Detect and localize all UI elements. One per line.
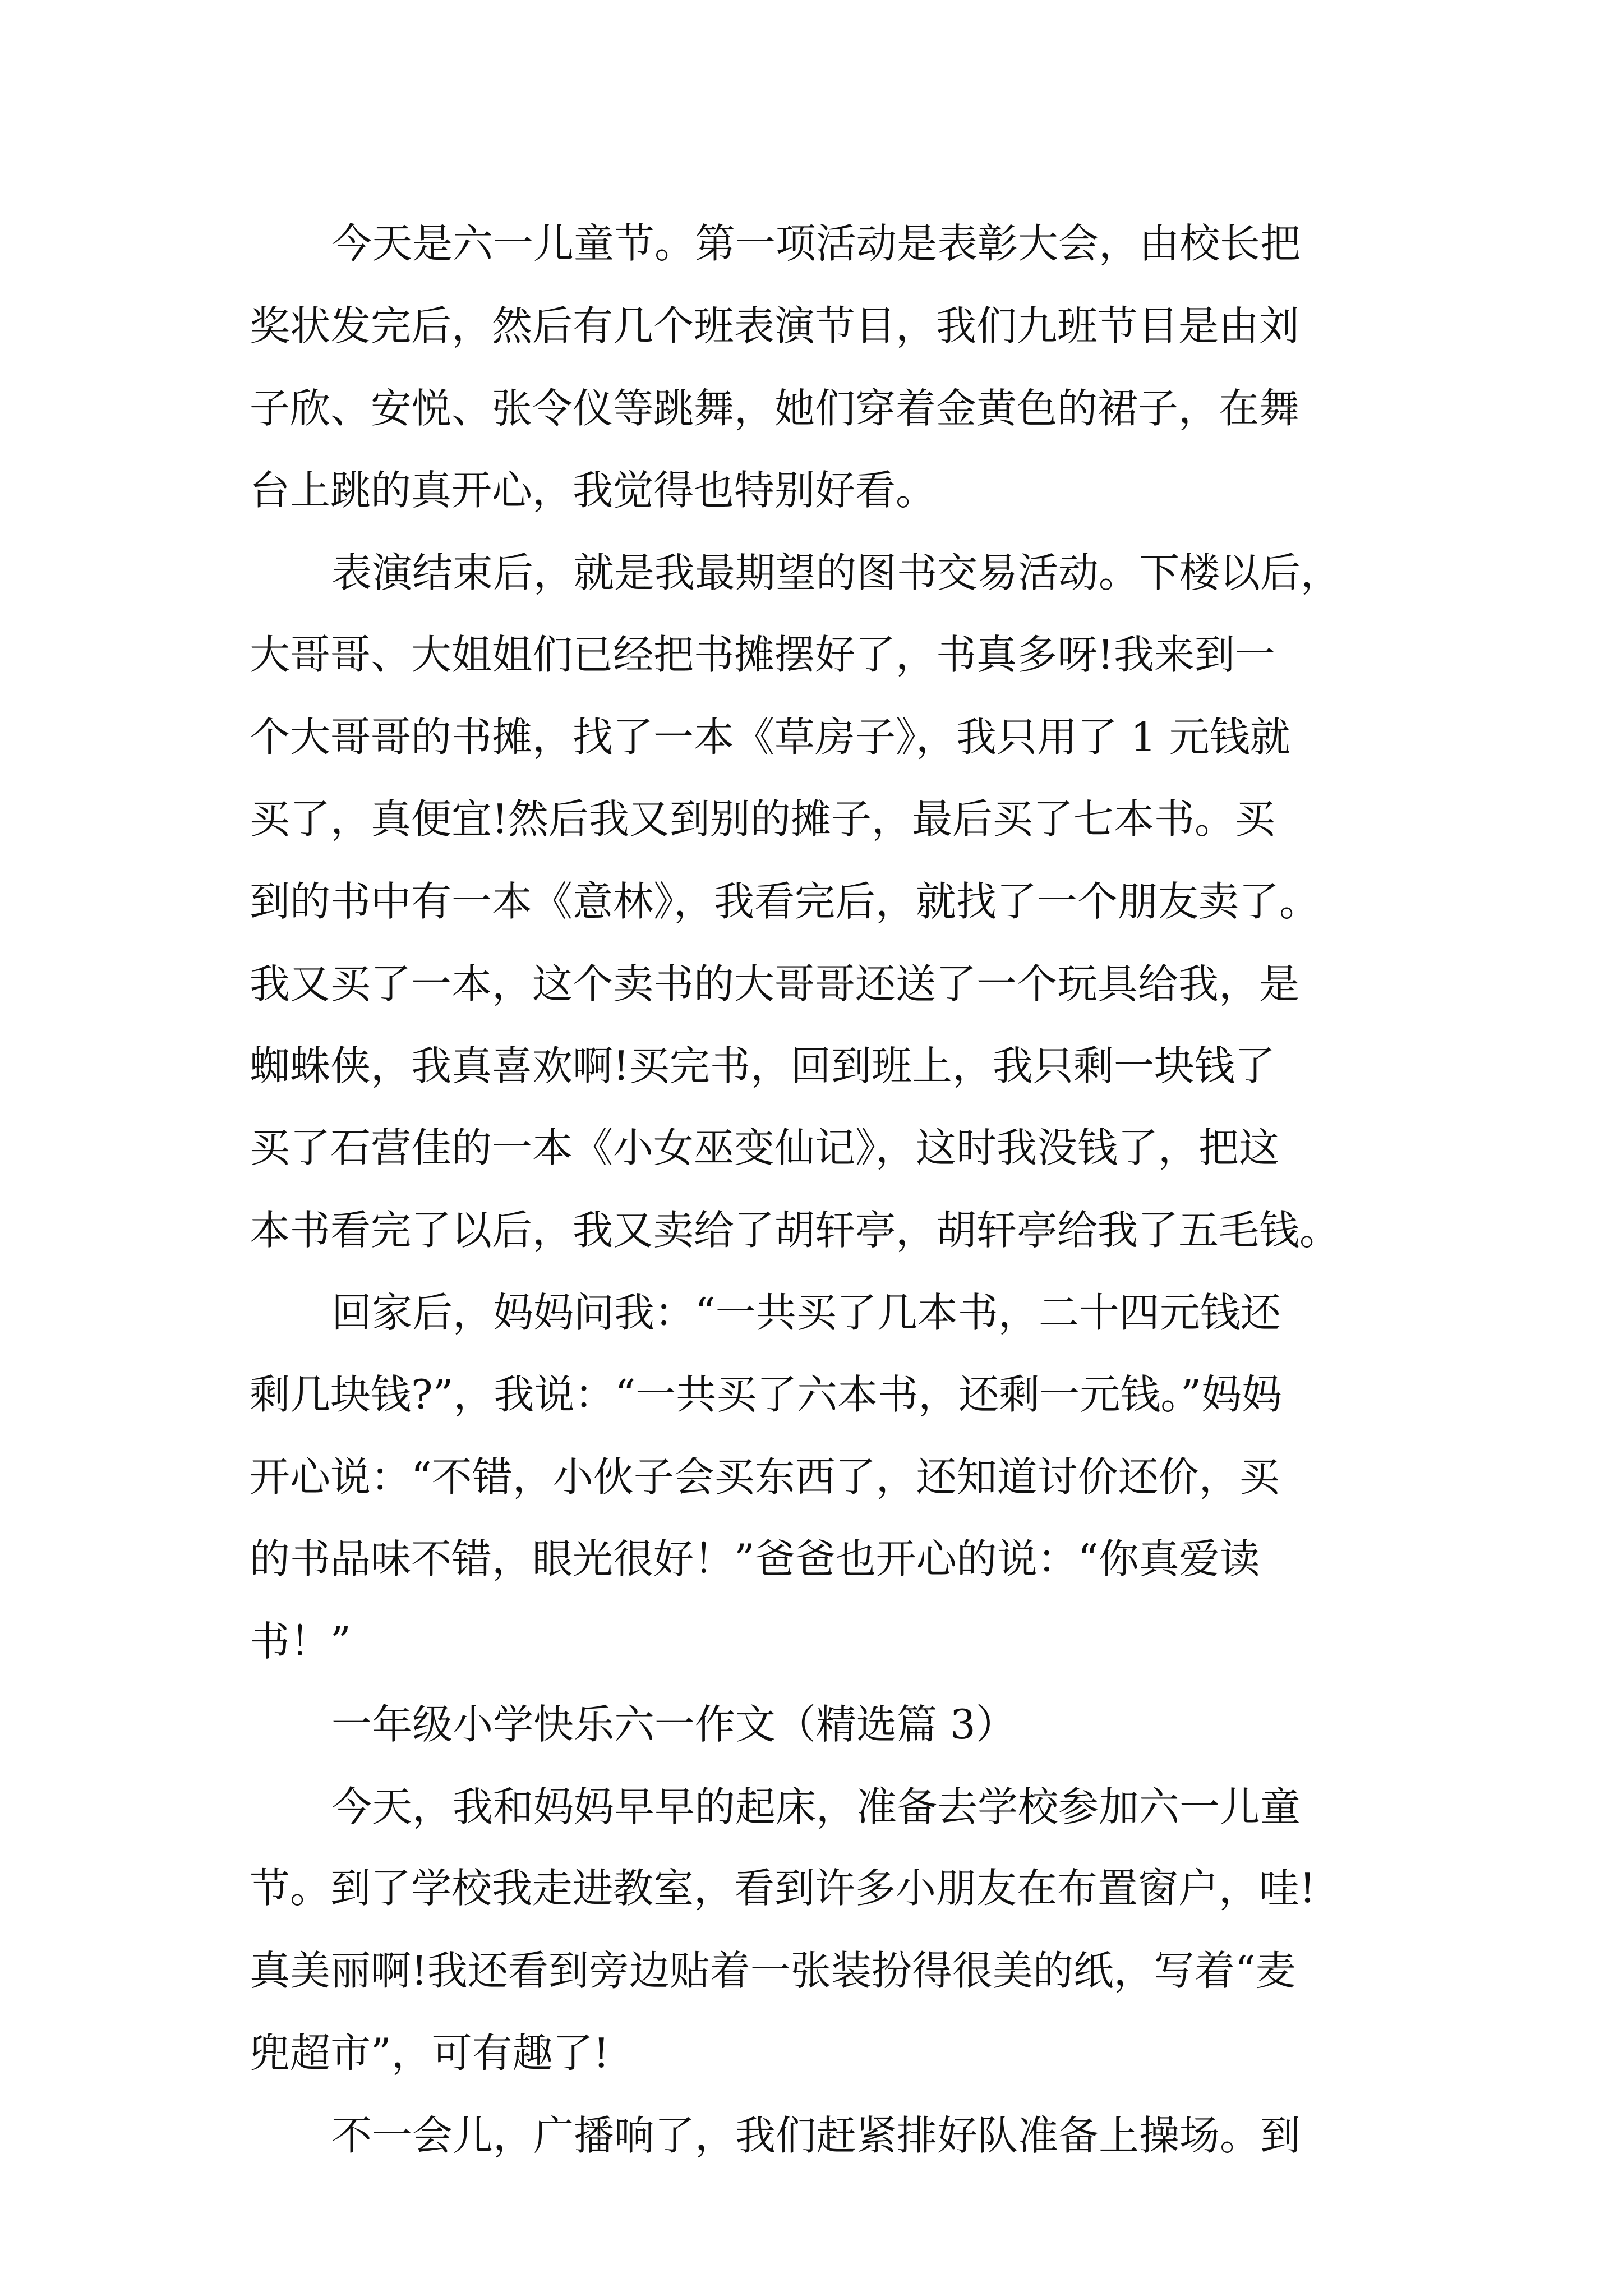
paragraph-3-line-4: 的书品味不错，眼光很好！”爸爸也开心的说：“你真爱读 xyxy=(250,1535,1260,1582)
paragraph-3-line-5: 书！” xyxy=(250,1618,351,1665)
paragraph-4-line-1: 今天，我和妈妈早早的起床，准备去学校参加六一儿童 xyxy=(331,1783,1301,1830)
paragraph-2-line-9: 本书看完了以后，我又卖给了胡轩亭，胡轩亭给我了五毛钱。 xyxy=(250,1207,1340,1254)
paragraph-2-line-4: 买了，真便宜!然后我又到别的摊子，最后买了七本书。买 xyxy=(250,795,1275,843)
paragraph-2-line-1: 表演结束后，就是我最期望的图书交易活动。下楼以后， xyxy=(331,549,1341,596)
paragraph-1-line-2: 奖状发完后，然后有几个班表演节目，我们九班节目是由刘 xyxy=(250,302,1300,349)
paragraph-5-line-1: 不一会儿，广播响了，我们赶紧排好队准备上操场。到 xyxy=(331,2112,1301,2159)
paragraph-1-line-3: 子欣、安悦、张令仪等跳舞，她们穿着金黄色的裙子，在舞 xyxy=(250,385,1300,432)
paragraph-1-line-1: 今天是六一儿童节。第一项活动是表彰大会，由校长把 xyxy=(331,220,1301,267)
paragraph-2-line-3: 个大哥哥的书摊，找了一本《草房子》，我只用了 1 元钱就 xyxy=(250,714,1290,761)
paragraph-3-line-2: 剩几块钱?”，我说：“一共买了六本书，还剩一元钱。”妈妈 xyxy=(250,1371,1283,1418)
section-heading: 一年级小学快乐六一作文（精选篇 3） xyxy=(331,1701,1016,1748)
paragraph-3-line-1: 回家后，妈妈问我：“一共买了几本书，二十四元钱还 xyxy=(331,1289,1281,1336)
paragraph-2-line-2: 大哥哥、大姐姐们已经把书摊摆好了，书真多呀!我来到一 xyxy=(250,631,1275,678)
paragraph-3-line-3: 开心说：“不错，小伙子会买东西了，还知道讨价还价，买 xyxy=(250,1453,1280,1501)
paragraph-2-line-6: 我又买了一本，这个卖书的大哥哥还送了一个玩具给我，是 xyxy=(250,960,1300,1007)
paragraph-4-line-4: 兜超市”，可有趣了! xyxy=(250,2030,610,2077)
paragraph-1-line-4: 台上跳的真开心，我觉得也特别好看。 xyxy=(250,467,937,514)
paragraph-2-line-8: 买了石营佳的一本《小女巫变仙记》，这时我没钱了，把这 xyxy=(250,1124,1280,1171)
paragraph-4-line-2: 节。到了学校我走进教室，看到许多小朋友在布置窗户，哇! xyxy=(250,1865,1316,1912)
paragraph-2-line-5: 到的书中有一本《意林》，我看完后，就找了一个朋友卖了。 xyxy=(250,878,1320,925)
paragraph-2-line-7: 蜘蛛侠，我真喜欢啊!买完书，回到班上，我只剩一块钱了 xyxy=(250,1042,1275,1089)
paragraph-4-line-3: 真美丽啊!我还看到旁边贴着一张装扮得很美的纸，写着“麦 xyxy=(250,1947,1296,1994)
document-body xyxy=(250,0,1380,2296)
